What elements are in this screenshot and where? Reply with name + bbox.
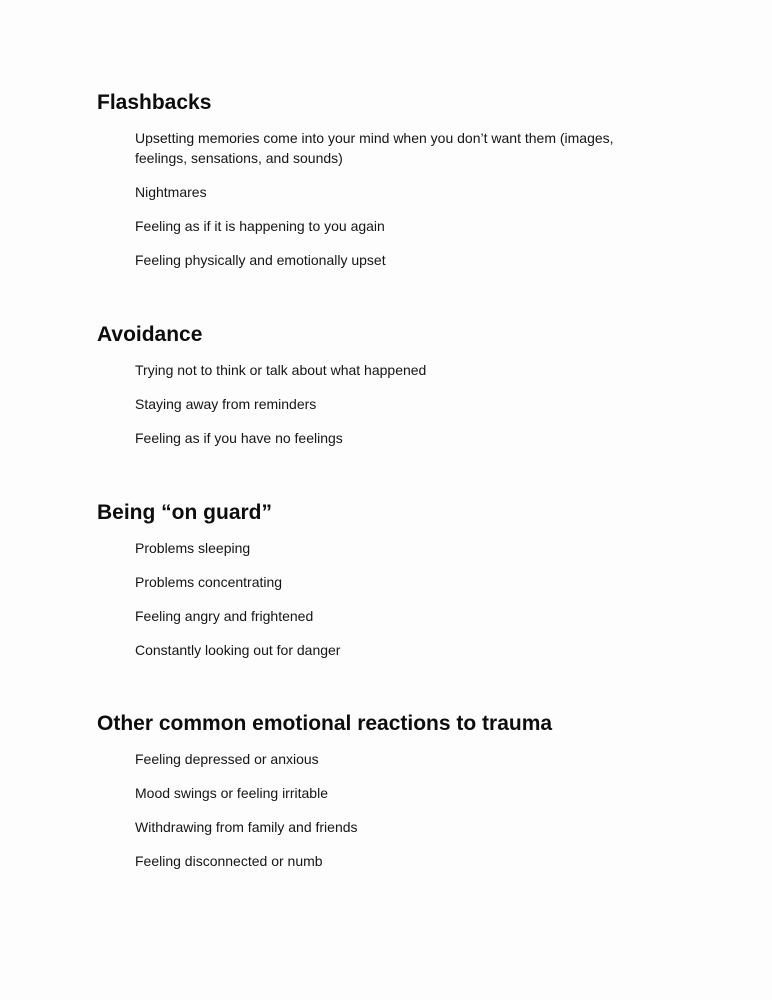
- list-item: Nightmares: [135, 184, 207, 200]
- symptom-list: [97, 538, 717, 660]
- list-item: Feeling depressed or anxious: [135, 751, 319, 767]
- section-flashbacks: [97, 90, 717, 270]
- list-item: Withdrawing from family and friends: [135, 819, 358, 835]
- list-item: Constantly looking out for danger: [135, 642, 341, 658]
- section-heading: Flashbacks: [97, 91, 212, 114]
- symptom-list: [97, 128, 717, 270]
- list-item: Trying not to think or talk about what happened: [135, 362, 427, 378]
- section-avoidance: [97, 322, 717, 448]
- list-item: Upsetting memories come into your mind when you don’t want them (images, feelings, sensations, and sounds): [135, 130, 614, 166]
- section-heading: Avoidance: [97, 323, 203, 346]
- symptom-list: [97, 749, 717, 871]
- section-being-on-guard: [97, 500, 717, 660]
- list-item: Feeling physically and emotionally upset: [135, 252, 386, 268]
- list-item: Problems sleeping: [135, 540, 251, 556]
- list-item: Feeling as if you have no feelings: [135, 430, 343, 446]
- list-item: Mood swings or feeling irritable: [135, 785, 328, 801]
- symptom-list: [97, 360, 717, 448]
- section-heading: Other common emotional reactions to trauma: [97, 712, 553, 735]
- list-item: Feeling as if it is happening to you again: [135, 218, 385, 234]
- list-item: Staying away from reminders: [135, 396, 317, 412]
- list-item: Feeling disconnected or numb: [135, 853, 323, 869]
- section-heading: Being “on guard”: [97, 501, 272, 524]
- section-other-reactions: [97, 711, 717, 871]
- list-item: Feeling angry and frightened: [135, 608, 314, 624]
- list-item: Problems concentrating: [135, 574, 283, 590]
